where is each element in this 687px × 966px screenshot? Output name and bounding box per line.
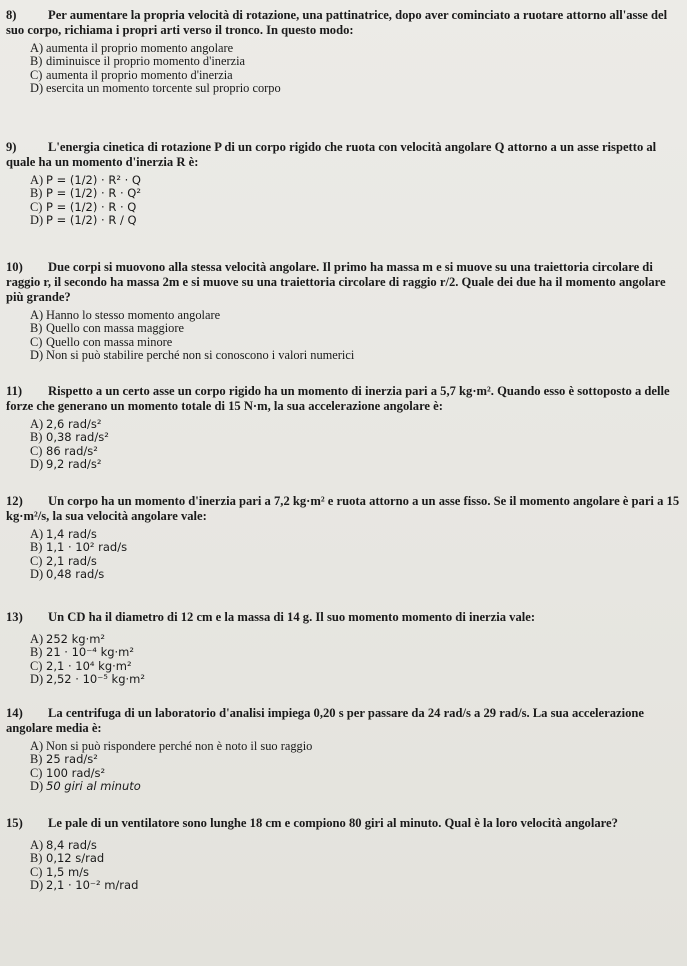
options-list: [30, 528, 681, 582]
option-d[interactable]: D) Non si può stabilire perché non si conoscono i valori numerici: [30, 348, 355, 363]
question-13: [6, 610, 681, 687]
options-list: [30, 42, 681, 96]
option-a[interactable]: A) 8,4 rad/s: [30, 838, 97, 852]
option-d[interactable]: D) 9,2 rad/s²: [30, 457, 102, 472]
option-d[interactable]: D) esercita un momento torcente sul proprio corpo: [30, 81, 281, 96]
option-b[interactable]: B) P = (1/2) · R · Q²: [30, 186, 141, 201]
question-9: [6, 140, 681, 228]
question-number: 11): [6, 384, 23, 398]
question-text: 13) Un CD ha il diametro di 12 cm e la massa di 14 g. Il suo momento momento di inerzia vale:: [6, 610, 536, 624]
question-number: 8): [6, 8, 17, 22]
question-number: 14): [6, 706, 23, 720]
options-list: [30, 740, 681, 794]
option-b[interactable]: B) 21 · 10⁻⁴ kg·m²: [30, 645, 134, 660]
option-c[interactable]: C) 100 rad/s²: [30, 765, 106, 780]
option-c[interactable]: C) 1,5 m/s: [30, 864, 90, 879]
question-text: 11) Rispetto a un certo asse un corpo rigido ha un momento di inerzia pari a 5,7 kg·m². Quando esso è sottoposto a delle forze che generano un momento totale di 15 N·m, la sua accelerazione angolare è:: [6, 384, 670, 413]
options-list: [30, 633, 681, 687]
option-d[interactable]: D) 50 giri al minuto: [30, 779, 141, 794]
options-list: [30, 309, 681, 363]
question-number: 15): [6, 816, 23, 830]
options-list: [30, 174, 681, 228]
question-text: 14) La centrifuga di un laboratorio d'analisi impiega 0,20 s per passare da 24 rad/s a 29 rad/s. La sua accelerazione angolare media è:: [6, 706, 645, 735]
options-list: [30, 418, 681, 472]
question-number: 9): [6, 140, 17, 154]
question-text: 12) Un corpo ha un momento d'inerzia pari a 7,2 kg·m² e ruota attorno a un asse fisso. Se il momento angolare è pari a 15 kg·m²/s, la sua velocità angolare vale:: [6, 494, 680, 523]
option-d[interactable]: D) 0,48 rad/s: [30, 567, 105, 582]
option-c[interactable]: C) 2,1 · 10⁴ kg·m²: [30, 658, 132, 673]
question-text: 8) Per aumentare la propria velocità di rotazione, una pattinatrice, dopo aver cominciato a ruotare attorno all'asse del suo corpo, richiama i propri arti verso il tronco. In questo modo:: [6, 8, 668, 37]
question-12: [6, 494, 681, 582]
options-list: [30, 839, 681, 893]
question-10: [6, 260, 681, 363]
question-14: [6, 706, 681, 794]
option-a[interactable]: A) Non si può rispondere perché non è noto il suo raggio: [30, 739, 313, 753]
option-c[interactable]: C) aumenta il proprio momento d'inerzia: [30, 67, 233, 82]
option-b[interactable]: B) 1,1 · 10² rad/s: [30, 540, 128, 555]
option-a[interactable]: A) 252 kg·m²: [30, 632, 106, 646]
option-c[interactable]: C) 2,1 rad/s: [30, 553, 97, 568]
question-text: 10) Due corpi si muovono alla stessa velocità angolare. Il primo ha massa m e si muove su una traiettoria circolare di raggio r, il secondo ha massa 2m e si muove su una traiettoria circolare di raggio r/2. Quale dei due ha il momento angolare più grande?: [6, 260, 666, 304]
option-b[interactable]: B) 0,38 rad/s²: [30, 430, 109, 445]
question-text: 15) Le pale di un ventilatore sono lunghe 18 cm e compiono 80 giri al minuto. Qual è la loro velocità angolare?: [6, 816, 618, 830]
option-c[interactable]: C) Quello con massa minore: [30, 334, 173, 349]
option-c[interactable]: C) 86 rad/s²: [30, 443, 98, 458]
option-d[interactable]: D) 2,52 · 10⁻⁵ kg·m²: [30, 672, 145, 687]
question-15: [6, 816, 681, 893]
option-d[interactable]: D) 2,1 · 10⁻² m/rad: [30, 878, 139, 893]
question-11: [6, 384, 681, 472]
option-a[interactable]: A) 1,4 rad/s: [30, 527, 97, 541]
option-b[interactable]: B) 0,12 s/rad: [30, 851, 105, 866]
option-c[interactable]: C) P = (1/2) · R · Q: [30, 199, 137, 214]
question-number: 13): [6, 610, 23, 624]
option-d[interactable]: D) P = (1/2) · R / Q: [30, 213, 137, 228]
option-b[interactable]: B) diminuisce il proprio momento d'inerzia: [30, 54, 246, 69]
option-a[interactable]: A) aumenta il proprio momento angolare: [30, 41, 234, 55]
question-number: 12): [6, 494, 23, 508]
question-text: 9) L'energia cinetica di rotazione P di un corpo rigido che ruota con velocità angolare Q attorno a un asse rispetto al quale ha un momento d'inerzia R è:: [6, 140, 657, 169]
question-number: 10): [6, 260, 23, 274]
option-a[interactable]: A) 2,6 rad/s²: [30, 417, 102, 431]
option-b[interactable]: B) Quello con massa maggiore: [30, 321, 184, 336]
option-b[interactable]: B) 25 rad/s²: [30, 752, 98, 767]
question-8: [6, 8, 681, 96]
option-a[interactable]: A) Hanno lo stesso momento angolare: [30, 308, 221, 322]
option-a[interactable]: A) P = (1/2) · R² · Q: [30, 173, 141, 187]
